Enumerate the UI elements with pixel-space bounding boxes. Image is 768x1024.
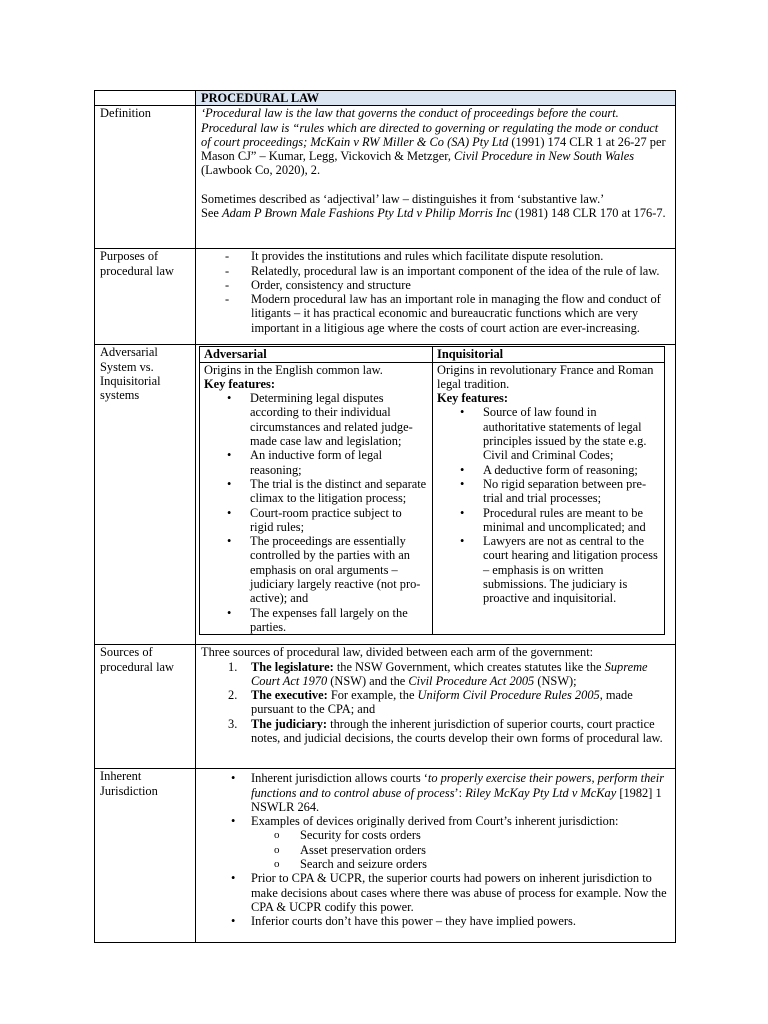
adversarial-feature: • Court-room practice subject to rigid rules; — [204, 506, 428, 535]
procedural-law-table — [94, 90, 676, 943]
sources-item-number: 2. — [228, 688, 238, 703]
inherent-item: • Prior to CPA & UCPR, the superior courts had powers on inherent jurisdiction to make decisions about cases where there was abuse of process for example. Now the CPA & UCPR codify this power. — [201, 871, 670, 914]
definition-case-1: McKain v RW Miller & Co (SA) Pty Ltd — [310, 134, 509, 149]
definition-row — [95, 106, 676, 249]
definition-see-suffix: (1981) 148 CLR 170 at 176-7. — [511, 206, 666, 221]
table-title: PROCEDURAL LAW — [196, 91, 676, 106]
inquisitorial-feature: • A deductive form of reasoning; — [437, 463, 660, 477]
definition-case-2: Adam P Brown Male Fashions Pty Ltd v Philip Morris Inc — [222, 206, 512, 221]
inquisitorial-features-list — [437, 405, 660, 605]
inherent-item-text: [1982] 1 NSWLR 264. — [251, 785, 662, 814]
inherent-item-text: Inherent jurisdiction allows courts ‘ — [251, 771, 428, 786]
adversarial-features-label: Key features: — [204, 376, 275, 391]
sources-item-text: For example, the — [327, 688, 418, 703]
sources-item-act: Civil Procedure Act 2005 — [408, 673, 535, 688]
inherent-item: • Examples of devices originally derived from Court’s inherent jurisdiction: — [201, 814, 670, 828]
inherent-item-case: Riley McKay Pty Ltd v McKay — [465, 785, 617, 800]
sources-item — [201, 660, 670, 689]
systems-content — [196, 345, 676, 645]
sources-item-number: 3. — [228, 716, 238, 731]
purposes-label: Purposes of procedural law — [95, 249, 196, 345]
sources-item-act: Supreme Court Act 1970 — [251, 659, 648, 688]
adversarial-features-list — [204, 391, 428, 634]
systems-row — [95, 345, 676, 645]
definition-quote — [201, 106, 670, 177]
sources-item-heading: The legislature: — [251, 659, 334, 674]
sources-item-act: Uniform Civil Procedure Rules 2005 — [417, 688, 600, 703]
inherent-sub-item: o Asset preservation orders — [201, 843, 670, 857]
purposes-list — [201, 249, 670, 335]
inquisitorial-feature: • Procedural rules are meant to be minimal and uncomplicated; and — [437, 506, 660, 535]
adversarial-feature: • An inductive form of legal reasoning; — [204, 448, 428, 477]
purposes-item: - Modern procedural law has an important role in managing the flow and conduct of litigants – it has practical economic and bureaucratic functions which are very important in a litigious age where the costs of court action are ever-increasing. — [201, 292, 670, 335]
systems-body-row — [200, 362, 665, 635]
sources-item-text: through the inherent jurisdiction of superior courts, court practice notes, and judicial decisions, the courts develop their own forms of procedural law. — [251, 716, 663, 746]
definition-see — [201, 206, 670, 220]
sources-item-text: , made pursuant to the CPA; and — [251, 688, 633, 717]
inherent-list — [201, 771, 670, 828]
inquisitorial-feature: • Lawyers are not as central to the court hearing and litigation process – emphasis is on written submissions. The judiciary is proactive and inquisitorial. — [437, 534, 660, 605]
purposes-content — [196, 249, 676, 345]
sources-list — [201, 660, 670, 746]
inherent-item — [201, 771, 670, 814]
systems-header-row — [200, 347, 665, 362]
inherent-sub-item: o Security for costs orders — [201, 828, 670, 842]
definition-label: Definition — [95, 106, 196, 249]
systems-label: Adversarial System vs. Inquisitorial systems — [95, 345, 196, 645]
sources-item-text: the NSW Government, which creates statutes like the — [333, 659, 605, 674]
sources-item-text: (NSW) and the — [327, 673, 409, 688]
sources-item-heading: The executive: — [251, 688, 328, 703]
adversarial-feature: • The expenses fall largely on the parties. — [204, 606, 428, 635]
adversarial-origin: Origins in the English common law. — [204, 362, 383, 377]
inherent-item: • Inferior courts don’t have this power – they have implied powers. — [201, 914, 670, 928]
adversarial-heading: Adversarial — [200, 347, 433, 362]
inherent-item-text: ’: — [454, 785, 466, 800]
title-row — [95, 91, 676, 106]
sources-row — [95, 645, 676, 769]
adversarial-feature: • The proceedings are essentially controlled by the parties with an emphasis on oral arguments – judiciary largely reactive (not pro-active); and — [204, 534, 428, 605]
sources-content — [196, 645, 676, 769]
adversarial-feature: • Determining legal disputes according to their individual circumstances and related judge-made case law and legislation; — [204, 391, 428, 448]
systems-comparison-table — [199, 346, 665, 635]
inherent-item-quote: to properly exercise their powers, perform their functions and to control abuse of process — [251, 771, 665, 800]
sources-item — [201, 717, 670, 746]
definition-quote-part-2: (1991) 174 CLR 1 at 26-27 per Mason CJ” – Kumar, Legg, Vickovich & Metzger, — [201, 134, 666, 164]
sources-intro: Three sources of procedural law, divided between each arm of the government: — [201, 645, 594, 660]
inherent-list-continued — [201, 871, 670, 928]
inherent-sub-item: o Search and seizure orders — [201, 857, 670, 871]
purposes-item: - Relatedly, procedural law is an important component of the idea of the rule of law. — [201, 264, 670, 278]
sources-item-heading: The judiciary: — [251, 716, 328, 731]
definition-quote-part-3: (Lawbook Co, 2020), 2. — [201, 163, 321, 178]
sources-label: Sources of procedural law — [95, 645, 196, 769]
definition-para-2: Sometimes described as ‘adjectival’ law – distinguishes it from ‘substantive law.’ — [201, 191, 605, 206]
definition-quote-part-1: ‘Procedural law is the law that governs the conduct of proceedings before the court. Procedural law is “rules which are directed to governing or regulating the mode or conduct of court proceedings; — [201, 106, 659, 149]
sources-item — [201, 688, 670, 717]
inquisitorial-feature: • Source of law found in authoritative statements of legal principles issued by the state e.g. Civil and Criminal Codes; — [437, 405, 660, 462]
inquisitorial-heading: Inquisitorial — [433, 347, 665, 362]
inherent-label: Inherent Jurisdiction — [95, 769, 196, 943]
title-row-blank-cell — [95, 91, 196, 106]
inquisitorial-feature: • No rigid separation between pre-trial and trial processes; — [437, 477, 660, 506]
sources-item-number: 1. — [228, 659, 238, 674]
purposes-row — [95, 249, 676, 345]
adversarial-feature: • The trial is the distinct and separate climax to the litigation process; — [204, 477, 428, 506]
inherent-content — [196, 769, 676, 943]
inherent-row — [95, 769, 676, 943]
inquisitorial-origin: Origins in revolutionary France and Roman legal tradition. — [437, 362, 654, 391]
purposes-item: - Order, consistency and structure — [201, 278, 670, 292]
inquisitorial-features-label: Key features: — [437, 391, 508, 406]
inherent-sub-list — [201, 828, 670, 871]
definition-see-prefix: See — [201, 206, 222, 221]
definition-content — [196, 106, 676, 249]
purposes-item: - It provides the institutions and rules which facilitate dispute resolution. — [201, 249, 670, 263]
sources-item-text: (NSW); — [534, 673, 577, 688]
definition-book: Civil Procedure in New South Wales — [454, 149, 635, 164]
inquisitorial-column — [433, 362, 665, 635]
adversarial-column — [200, 362, 433, 635]
